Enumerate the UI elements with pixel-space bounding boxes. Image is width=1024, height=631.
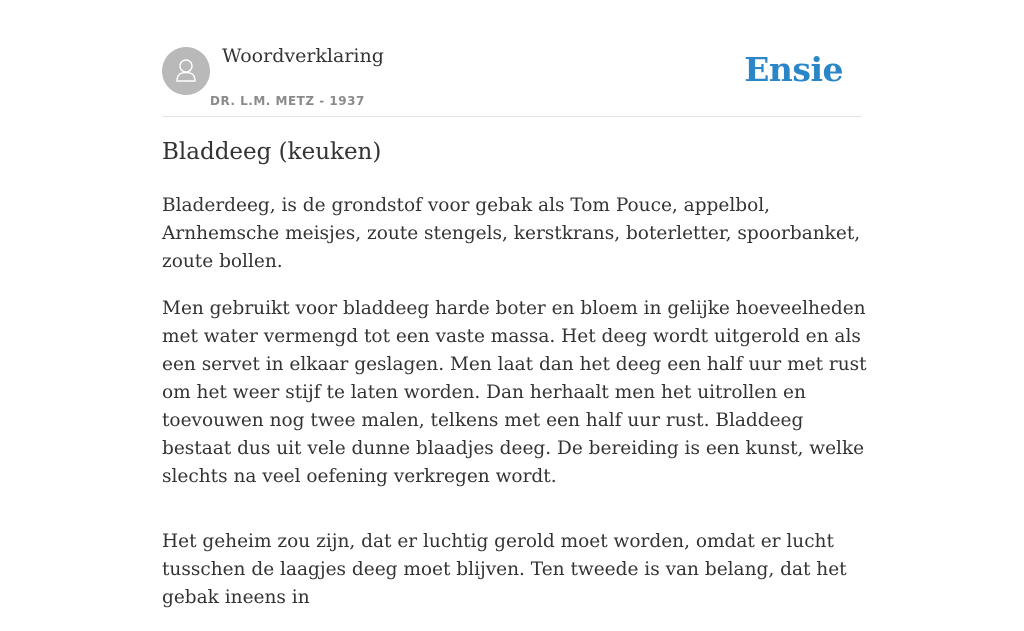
author-name[interactable]: Woordverklaring: [222, 45, 384, 67]
source-label: DR. L.M. METZ - 1937: [210, 94, 365, 108]
brand-logo[interactable]: Ensie: [744, 50, 843, 89]
article-paragraph: Het geheim zou zijn, dat er luchtig gerold moet worden, omdat er lucht tusschen de laagjes deeg moet blijven. Ten tweede is van belang, dat het gebak ineens in: [162, 531, 847, 608]
article-paragraph: Men gebruikt voor bladdeeg harde boter en bloem in gelijke hoeveelheden met water vermengd tot een vaste massa. Het deeg wordt uitgerold en als een servet in elkaar geslagen. Men laat dan het deeg een half uur met rust om het weer stijf te laten worden. Dan herhaalt men het uitrollen en toevouwen nog twee malen, telkens met een half uur rust. Bladdeeg bestaat dus uit vele dunne blaadjes deeg. De bereiding is een kunst, welke slechts na veel oefening verkregen wordt.: [162, 298, 867, 487]
article-body: [162, 192, 872, 631]
page-title: Bladdeeg (keuken): [162, 139, 382, 165]
user-icon: [162, 47, 210, 95]
article-header: [162, 0, 862, 117]
avatar[interactable]: [162, 47, 210, 95]
page-content: [162, 0, 867, 608]
article-paragraph: Bladerdeeg, is de grondstof voor gebak als Tom Pouce, appelbol, Arnhemsche meisjes, zoute stengels, kerstkrans, boterletter, spoorbanket, zoute bollen.: [162, 195, 861, 272]
